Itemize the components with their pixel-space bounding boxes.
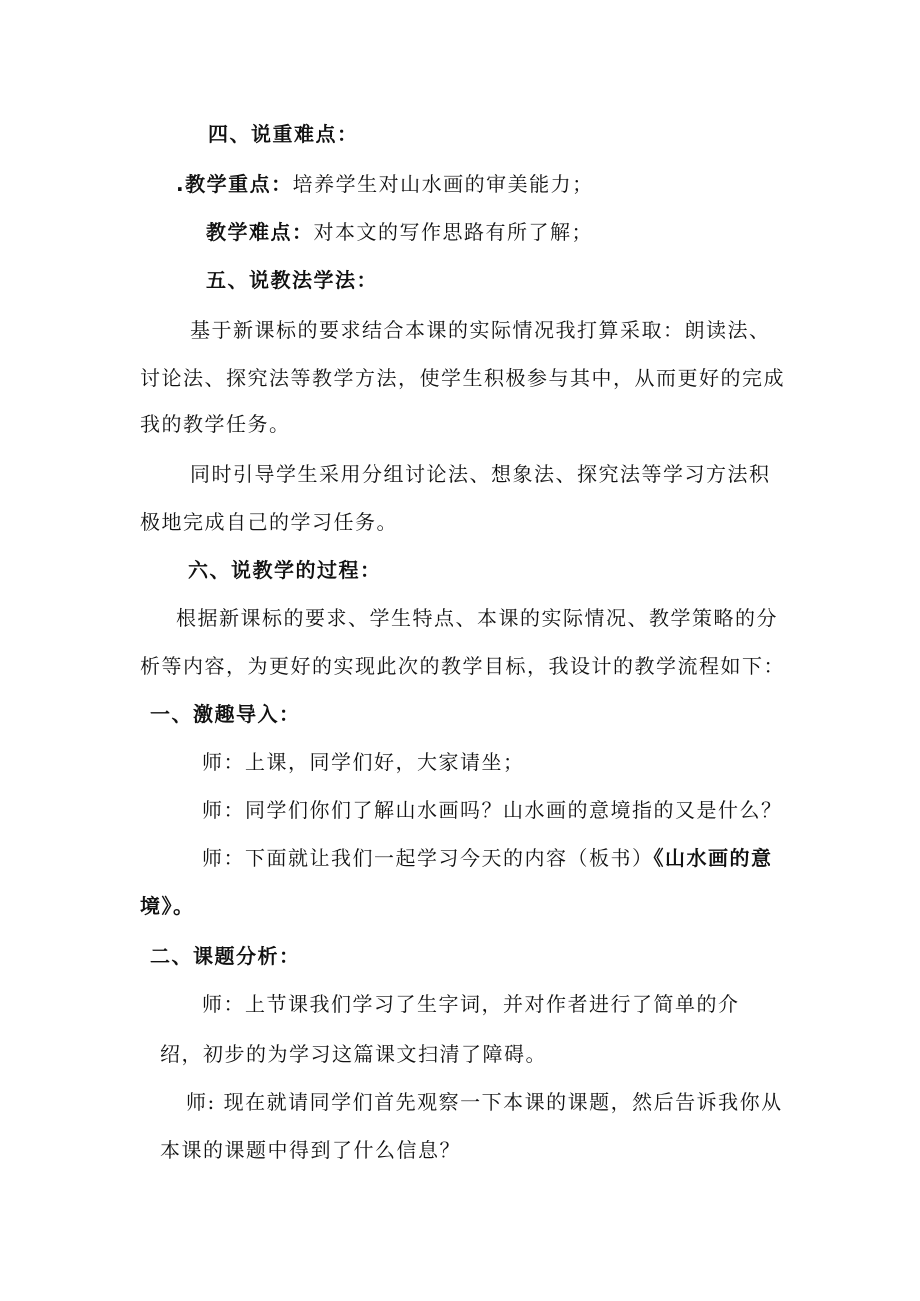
step-2-line-4: 本课的课题中得到了什么信息？ bbox=[160, 1138, 461, 1162]
key-point-text: 培养学生对山水画的审美能力； bbox=[292, 172, 594, 196]
step-1-line-1: 师：上课，同学们好，大家请坐； bbox=[202, 750, 525, 774]
step-2-heading: 二、课题分析： bbox=[150, 944, 301, 968]
key-point-colon: ： bbox=[271, 172, 293, 196]
section-5-paragraph-1-line-1: 基于新课标的要求结合本课的实际情况我打算采取：朗读法、 bbox=[190, 318, 771, 342]
difficult-point-label: 教学难点 bbox=[206, 220, 292, 244]
step-1-line-2: 师：同学们你们了解山水画吗？山水画的意境指的又是什么？ bbox=[202, 798, 783, 822]
step-1-line-3-text: 师：下面就让我们一起学习今天的内容（板书） bbox=[202, 846, 654, 870]
difficult-point-colon: ： bbox=[292, 220, 314, 244]
section-6-paragraph-line-1: 根据新课标的要求、学生特点、本课的实际情况、教学策略的分 bbox=[176, 606, 778, 630]
key-point-label: 教学重点 bbox=[185, 172, 272, 196]
section-5-paragraph-2-line-2: 极地完成自己的学习任务。 bbox=[140, 510, 398, 534]
section-4-heading: 四、说重难点： bbox=[208, 122, 359, 146]
section-6-heading: 六、说教学的过程： bbox=[188, 558, 382, 582]
step-1-heading: 一、激趣导入： bbox=[150, 702, 301, 726]
key-point-line bbox=[176, 170, 594, 198]
step-2-line-3: 师: 现在就请同学们首先观察一下本课的课题，然后告诉我你从 bbox=[186, 1090, 783, 1114]
lesson-title-part-1: 《山水画的意 bbox=[653, 846, 773, 870]
section-5-paragraph-1-line-2: 讨论法、探究法等教学方法，使学生积极参与其中，从而更好的完成 bbox=[140, 366, 785, 390]
section-5-paragraph-2-line-1: 同时引导学生采用分组讨论法、想象法、探究法等学习方法积 bbox=[190, 462, 771, 486]
difficult-point-line bbox=[206, 218, 593, 246]
section-6-paragraph-line-2: 析等内容，为更好的实现此次的教学目标，我设计的教学流程如下： bbox=[140, 654, 785, 678]
section-5-paragraph-1-line-3: 我的教学任务。 bbox=[140, 412, 291, 436]
section-5-heading: 五、说教法学法： bbox=[206, 268, 378, 292]
lesson-title-part-2: 境》。 bbox=[140, 894, 195, 918]
step-1-line-3 bbox=[202, 844, 773, 872]
key-point-prefix: . bbox=[176, 172, 186, 196]
step-2-line-2: 绍，初步的为学习这篇课文扫清了障碍。 bbox=[160, 1042, 547, 1066]
step-2-line-1: 师：上节课我们学习了生字词，并对作者进行了简单的介 bbox=[202, 992, 740, 1016]
difficult-point-text: 对本文的写作思路有所了解； bbox=[313, 220, 593, 244]
